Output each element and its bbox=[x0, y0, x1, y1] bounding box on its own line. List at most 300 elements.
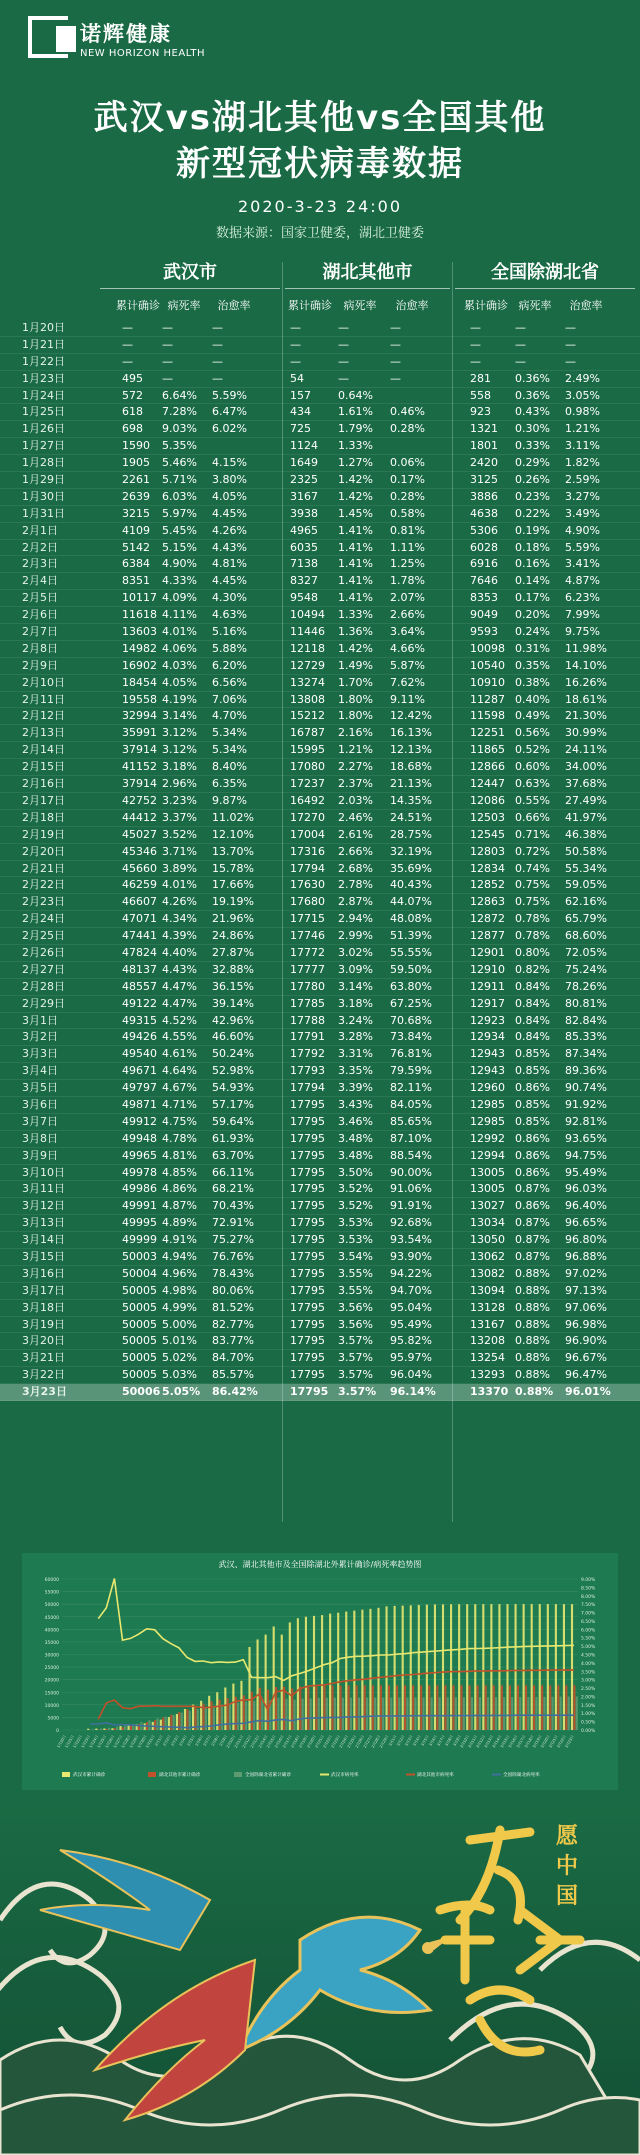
nation-cure-rate: 65.79% bbox=[565, 912, 607, 926]
wuhan-death-rate: 4.06% bbox=[162, 641, 197, 655]
y2-tick-label: 3.00% bbox=[581, 1678, 596, 1684]
wuhan-death-rate: 5.01% bbox=[162, 1334, 197, 1348]
nation-death-rate: 0.88% bbox=[515, 1266, 550, 1280]
nation-cure-rate: 94.75% bbox=[565, 1148, 607, 1162]
x-tick-label: 2月2日 bbox=[162, 1734, 172, 1747]
data-table bbox=[0, 320, 640, 1401]
y-tick-label: 60000 bbox=[44, 1578, 59, 1583]
x-tick-label: 2月17日 bbox=[282, 1734, 293, 1749]
bar-2 bbox=[503, 1697, 505, 1730]
wuhan-cases: 50004 bbox=[122, 1266, 157, 1280]
hubei-cases: 17785 bbox=[290, 996, 325, 1010]
table-row bbox=[0, 607, 640, 624]
table-row bbox=[0, 1283, 640, 1300]
nation-cases: 13050 bbox=[470, 1233, 505, 1247]
x-tick-label: 1月23日 bbox=[80, 1734, 92, 1749]
hubei-cure-rate: — bbox=[390, 354, 401, 368]
wuhan-cases: 50005 bbox=[122, 1283, 157, 1297]
wuhan-death-rate: 4.19% bbox=[162, 692, 197, 706]
bar-1 bbox=[404, 1685, 406, 1730]
hubei-cases: 17791 bbox=[290, 1030, 325, 1044]
bar-0 bbox=[208, 1696, 210, 1730]
x-tick-label: 2月10日 bbox=[225, 1734, 237, 1749]
bar-2 bbox=[285, 1699, 287, 1730]
nation-cases: 13128 bbox=[470, 1300, 505, 1314]
hubei-death-rate: 2.87% bbox=[338, 895, 373, 909]
hubei-cases: 17237 bbox=[290, 777, 325, 791]
table-row bbox=[0, 810, 640, 827]
hubei-death-rate: 1.41% bbox=[338, 523, 373, 537]
nation-cure-rate: 0.98% bbox=[565, 405, 600, 419]
wuhan-cure-rate: 13.70% bbox=[212, 844, 254, 858]
bar-2 bbox=[511, 1697, 513, 1730]
nation-death-rate: 0.88% bbox=[515, 1334, 550, 1348]
row-date: 1月23日 bbox=[22, 371, 65, 385]
hubei-cases: 17795 bbox=[290, 1148, 325, 1162]
bar-1 bbox=[251, 1692, 253, 1730]
hubei-death-rate: 0.64% bbox=[338, 388, 373, 402]
hubei-cases: 434 bbox=[290, 405, 311, 419]
wuhan-cases: 49871 bbox=[122, 1097, 157, 1111]
hubei-death-rate: 3.48% bbox=[338, 1131, 373, 1145]
x-tick-label: 3月12日 bbox=[475, 1734, 487, 1749]
nation-cases: 13034 bbox=[470, 1216, 505, 1230]
wuhan-cases: 49995 bbox=[122, 1216, 157, 1230]
hubei-death-rate: 1.42% bbox=[338, 489, 373, 503]
trend-chart-svg bbox=[22, 1553, 618, 1790]
hubei-cure-rate: 12.13% bbox=[390, 743, 432, 757]
bar-2 bbox=[100, 1729, 102, 1730]
hubei-death-rate: 1.33% bbox=[338, 439, 373, 453]
wuhan-cure-rate: 4.45% bbox=[212, 506, 247, 520]
nation-cure-rate: 96.47% bbox=[565, 1368, 607, 1382]
nation-cases: 12863 bbox=[470, 895, 505, 909]
nation-death-rate: 0.38% bbox=[515, 675, 550, 689]
wuhan-cases: 698 bbox=[122, 422, 143, 436]
table-row bbox=[0, 1367, 640, 1384]
row-date: 3月20日 bbox=[22, 1334, 65, 1348]
hubei-death-rate: — bbox=[338, 354, 349, 368]
nation-cases: 923 bbox=[470, 405, 491, 419]
nation-death-rate: 0.88% bbox=[515, 1317, 550, 1331]
nation-cases: 13062 bbox=[470, 1249, 505, 1263]
table-row bbox=[0, 1131, 640, 1148]
wave-phoenix-art bbox=[0, 1800, 640, 2155]
hubei-death-rate: 3.52% bbox=[338, 1199, 373, 1213]
x-tick-label: 1月31日 bbox=[145, 1734, 156, 1749]
row-date: 2月9日 bbox=[22, 658, 58, 672]
row-date: 2月10日 bbox=[22, 675, 65, 689]
nation-cure-rate: 3.27% bbox=[565, 489, 600, 503]
row-date: 3月15日 bbox=[22, 1249, 65, 1263]
y2-tick-label: 5.50% bbox=[581, 1636, 596, 1642]
hubei-cure-rate: — bbox=[390, 321, 401, 334]
x-tick-label: 2月16日 bbox=[274, 1734, 285, 1749]
wuhan-death-rate: 5.05% bbox=[162, 1385, 201, 1399]
wuhan-cases: 18454 bbox=[122, 675, 157, 689]
bar-2 bbox=[382, 1698, 384, 1730]
nation-death-rate: 0.84% bbox=[515, 979, 550, 993]
wuhan-cure-rate: 4.81% bbox=[212, 557, 247, 571]
nation-death-rate: 0.78% bbox=[515, 912, 550, 926]
nation-cases: — bbox=[470, 354, 481, 368]
table-row bbox=[0, 759, 640, 776]
table-row bbox=[0, 624, 640, 641]
legend-swatch bbox=[62, 1772, 70, 1777]
bar-2 bbox=[366, 1698, 368, 1730]
hubei-cases: 17795 bbox=[290, 1199, 325, 1213]
nation-death-rate: 0.72% bbox=[515, 844, 550, 858]
nation-death-rate: 0.85% bbox=[515, 1047, 550, 1061]
group-header-nation: 全国除湖北省 bbox=[491, 262, 599, 283]
nation-cure-rate: 1.21% bbox=[565, 422, 600, 436]
hubei-cure-rate: 84.05% bbox=[390, 1097, 432, 1111]
row-date: 3月6日 bbox=[22, 1097, 58, 1111]
wuhan-death-rate: 3.12% bbox=[162, 726, 197, 740]
wuhan-cure-rate: 76.76% bbox=[212, 1249, 254, 1263]
row-date: 1月31日 bbox=[22, 506, 65, 520]
wuhan-cure-rate: 12.10% bbox=[212, 827, 254, 841]
brand-name-en: NEW HORIZON HEALTH bbox=[80, 48, 206, 59]
hubei-cure-rate: 91.91% bbox=[390, 1199, 432, 1213]
hubei-death-rate: 2.66% bbox=[338, 844, 373, 858]
bar-1 bbox=[122, 1727, 124, 1730]
bar-0 bbox=[523, 1604, 525, 1730]
wuhan-death-rate: 4.98% bbox=[162, 1283, 197, 1297]
x-tick-label: 2月15日 bbox=[266, 1734, 277, 1749]
hubei-cure-rate: 12.42% bbox=[390, 709, 432, 723]
hubei-death-rate: 2.16% bbox=[338, 726, 373, 740]
group-underline bbox=[100, 288, 280, 289]
hubei-cure-rate: 5.87% bbox=[390, 658, 425, 672]
wuhan-cases: 2639 bbox=[122, 489, 150, 503]
bar-2 bbox=[221, 1705, 223, 1730]
wuhan-cure-rate: 24.86% bbox=[212, 929, 254, 943]
table-row bbox=[0, 658, 640, 675]
wuhan-death-rate: 4.87% bbox=[162, 1199, 197, 1213]
row-date: 2月11日 bbox=[22, 692, 65, 706]
hubei-cure-rate: 1.11% bbox=[390, 540, 425, 554]
bar-0 bbox=[257, 1639, 259, 1730]
wuhan-cases: 46607 bbox=[122, 895, 157, 909]
x-tick-label: 2月5日 bbox=[186, 1734, 196, 1747]
hubei-death-rate: 3.46% bbox=[338, 1114, 373, 1128]
legend-label: 全国除湖北病死率 bbox=[503, 1773, 540, 1778]
wuhan-cases: 495 bbox=[122, 371, 143, 385]
bar-1 bbox=[541, 1685, 543, 1730]
nation-death-rate: 0.82% bbox=[515, 962, 550, 976]
legend-swatch bbox=[148, 1772, 156, 1777]
wuhan-cure-rate: 39.14% bbox=[212, 996, 254, 1010]
bar-0 bbox=[418, 1605, 420, 1730]
row-date: 3月19日 bbox=[22, 1317, 65, 1331]
x-tick-label: 3月22日 bbox=[556, 1734, 567, 1749]
bar-1 bbox=[565, 1685, 567, 1730]
nation-cases: 12086 bbox=[470, 793, 505, 807]
hubei-death-rate: 1.41% bbox=[338, 591, 373, 605]
y2-tick-label: 5.00% bbox=[581, 1645, 596, 1651]
hubei-death-rate: 1.42% bbox=[338, 473, 373, 487]
nation-death-rate: 0.49% bbox=[515, 709, 550, 723]
nation-cases: 12985 bbox=[470, 1114, 505, 1128]
bar-0 bbox=[337, 1613, 339, 1730]
y2-tick-label: 1.00% bbox=[581, 1712, 596, 1718]
x-tick-label: 2月21日 bbox=[314, 1734, 325, 1749]
bar-1 bbox=[460, 1685, 462, 1730]
hubei-cure-rate: 0.06% bbox=[390, 456, 425, 470]
table-row bbox=[0, 894, 640, 911]
x-tick-label: 3月3日 bbox=[404, 1734, 414, 1747]
wuhan-cure-rate: 5.59% bbox=[212, 388, 247, 402]
bar-0 bbox=[248, 1647, 250, 1730]
nation-death-rate: 0.80% bbox=[515, 945, 550, 959]
row-date: 3月4日 bbox=[22, 1064, 58, 1078]
wuhan-cure-rate: 7.06% bbox=[212, 692, 247, 706]
bar-0 bbox=[87, 1729, 89, 1730]
row-date: 3月10日 bbox=[22, 1165, 65, 1179]
bar-1 bbox=[444, 1685, 446, 1730]
hubei-death-rate: 3.56% bbox=[338, 1317, 373, 1331]
nation-cases: 12447 bbox=[470, 777, 505, 791]
bar-2 bbox=[390, 1697, 392, 1730]
nation-death-rate: 0.14% bbox=[515, 574, 550, 588]
hubei-death-rate: 3.57% bbox=[338, 1351, 373, 1365]
x-tick-label: 1月29日 bbox=[128, 1734, 140, 1749]
nation-cases: 7646 bbox=[470, 574, 498, 588]
wuhan-death-rate: 5.45% bbox=[162, 523, 197, 537]
wuhan-death-rate: 3.37% bbox=[162, 810, 197, 824]
wuhan-death-rate: — bbox=[162, 371, 173, 385]
wuhan-cure-rate: 5.34% bbox=[212, 743, 247, 757]
x-tick-label: 3月14日 bbox=[491, 1734, 503, 1749]
table-row bbox=[0, 1165, 640, 1182]
hubei-cure-rate: 85.65% bbox=[390, 1114, 432, 1128]
wuhan-death-rate: 3.12% bbox=[162, 743, 197, 757]
hubei-cure-rate: 35.69% bbox=[390, 861, 432, 875]
wuhan-cure-rate: 4.43% bbox=[212, 540, 247, 554]
wuhan-cases: 50005 bbox=[122, 1334, 157, 1348]
nation-cure-rate: 2.59% bbox=[565, 473, 600, 487]
bar-2 bbox=[358, 1698, 360, 1730]
wuhan-cure-rate: — bbox=[212, 337, 223, 351]
wuhan-cure-rate: 72.91% bbox=[212, 1216, 254, 1230]
legend-label: 湖北其他市病死率 bbox=[417, 1773, 454, 1778]
wuhan-cure-rate: 6.20% bbox=[212, 658, 247, 672]
table-row bbox=[0, 1013, 640, 1030]
wuhan-death-rate: 3.23% bbox=[162, 793, 197, 807]
nation-cases: 12943 bbox=[470, 1064, 505, 1078]
table-row bbox=[0, 421, 640, 438]
hubei-death-rate: 2.94% bbox=[338, 912, 373, 926]
table-row bbox=[0, 928, 640, 945]
wuhan-cases: 14982 bbox=[122, 641, 157, 655]
nation-cases: 11287 bbox=[470, 692, 505, 706]
table-row bbox=[0, 641, 640, 658]
table-row bbox=[0, 388, 640, 405]
nation-cure-rate: 18.61% bbox=[565, 692, 607, 706]
hubei-cure-rate: 76.81% bbox=[390, 1047, 432, 1061]
nation-cure-rate: 96.98% bbox=[565, 1317, 607, 1331]
x-tick-label: 2月9日 bbox=[218, 1734, 229, 1747]
bar-0 bbox=[506, 1604, 508, 1730]
nation-cure-rate: 11.98% bbox=[565, 641, 607, 655]
nation-cases: 6028 bbox=[470, 540, 498, 554]
nation-death-rate: 0.24% bbox=[515, 625, 550, 639]
wuhan-cases: 50003 bbox=[122, 1249, 157, 1263]
nation-death-rate: 0.31% bbox=[515, 641, 550, 655]
nation-death-rate: 0.40% bbox=[515, 692, 550, 706]
hubei-cure-rate: 87.10% bbox=[390, 1131, 432, 1145]
wuhan-cure-rate: 4.15% bbox=[212, 456, 247, 470]
nation-cure-rate: 97.13% bbox=[565, 1283, 607, 1297]
nation-cases: 12910 bbox=[470, 962, 505, 976]
nation-cure-rate: 89.36% bbox=[565, 1064, 607, 1078]
hubei-cure-rate: 51.39% bbox=[390, 929, 432, 943]
nation-cases: 3125 bbox=[470, 473, 498, 487]
hubei-death-rate: 3.39% bbox=[338, 1081, 373, 1095]
nation-cure-rate: 96.88% bbox=[565, 1249, 607, 1263]
hubei-cases: 17795 bbox=[290, 1385, 329, 1399]
wuhan-death-rate: 5.00% bbox=[162, 1317, 197, 1331]
table-row bbox=[0, 320, 640, 337]
nation-cure-rate: 75.24% bbox=[565, 962, 607, 976]
nation-death-rate: 0.16% bbox=[515, 557, 550, 571]
x-tick-label: 3月17日 bbox=[515, 1734, 527, 1749]
wuhan-cure-rate: 36.15% bbox=[212, 979, 254, 993]
row-date: 2月29日 bbox=[22, 996, 65, 1010]
wuhan-death-rate: 4.40% bbox=[162, 945, 197, 959]
y-tick-label: 5000 bbox=[47, 1716, 59, 1722]
nation-cure-rate: 34.00% bbox=[565, 760, 607, 774]
nation-cure-rate: 4.87% bbox=[565, 574, 600, 588]
x-tick-label: 3月18日 bbox=[524, 1734, 535, 1749]
wuhan-cure-rate: 52.98% bbox=[212, 1064, 254, 1078]
bar-2 bbox=[277, 1698, 279, 1730]
wuhan-death-rate: 4.26% bbox=[162, 895, 197, 909]
nation-cure-rate: 85.33% bbox=[565, 1030, 607, 1044]
group-underline bbox=[455, 288, 635, 289]
nation-death-rate: 0.85% bbox=[515, 1097, 550, 1111]
y2-tick-label: 0.00% bbox=[581, 1729, 596, 1734]
nation-cases: 11598 bbox=[470, 709, 505, 723]
wuhan-cases: 47071 bbox=[122, 912, 157, 926]
bar-2 bbox=[253, 1701, 255, 1730]
bar-1 bbox=[162, 1718, 164, 1730]
bar-0 bbox=[168, 1717, 170, 1730]
bar-1 bbox=[331, 1686, 333, 1730]
row-date: 2月19日 bbox=[22, 827, 65, 841]
table-row bbox=[0, 1063, 640, 1080]
hubei-cure-rate: 63.80% bbox=[390, 979, 432, 993]
hubei-cases: 17794 bbox=[290, 1081, 325, 1095]
nation-death-rate: 0.87% bbox=[515, 1216, 550, 1230]
y2-tick-label: 9.00% bbox=[581, 1578, 596, 1583]
wuhan-cases: 49122 bbox=[122, 996, 157, 1010]
group-header-wuhan: 武汉市 bbox=[163, 262, 217, 283]
hubei-cure-rate: 0.46% bbox=[390, 405, 425, 419]
wuhan-cure-rate: 61.93% bbox=[212, 1131, 254, 1145]
wuhan-cases: 50005 bbox=[122, 1317, 157, 1331]
group-header-hubei: 湖北其他市 bbox=[322, 262, 413, 283]
y2-tick-label: 7.50% bbox=[581, 1603, 596, 1609]
bar-0 bbox=[434, 1604, 436, 1730]
hubei-death-rate: 3.09% bbox=[338, 962, 373, 976]
bar-0 bbox=[95, 1729, 97, 1730]
x-tick-label: 2月25日 bbox=[346, 1734, 358, 1749]
nation-death-rate: 0.43% bbox=[515, 405, 550, 419]
data-source: 数据来源：国家卫健委，湖北卫健委 bbox=[215, 226, 424, 241]
bar-0 bbox=[321, 1615, 323, 1730]
wuhan-cases: 50005 bbox=[122, 1300, 157, 1314]
hubei-cure-rate: 95.04% bbox=[390, 1300, 432, 1314]
bar-1 bbox=[573, 1685, 575, 1730]
bar-0 bbox=[571, 1604, 573, 1730]
bar-1 bbox=[501, 1685, 503, 1730]
nation-cure-rate: 21.30% bbox=[565, 709, 607, 723]
hubei-cure-rate: 94.70% bbox=[390, 1283, 432, 1297]
table-row bbox=[0, 776, 640, 793]
nation-death-rate: 0.22% bbox=[515, 506, 550, 520]
hubei-cases: 17795 bbox=[290, 1368, 325, 1382]
nation-death-rate: 0.87% bbox=[515, 1233, 550, 1247]
wuhan-cases: 5142 bbox=[122, 540, 150, 554]
hubei-cure-rate: 92.68% bbox=[390, 1216, 432, 1230]
hubei-cases: 17780 bbox=[290, 979, 325, 993]
bar-1 bbox=[557, 1685, 559, 1730]
x-tick-label: 2月1日 bbox=[154, 1734, 164, 1747]
y2-tick-label: 2.00% bbox=[581, 1695, 596, 1701]
wuhan-cure-rate: 68.21% bbox=[212, 1182, 254, 1196]
hubei-cure-rate: 7.62% bbox=[390, 675, 425, 689]
table-row bbox=[0, 861, 640, 878]
nation-cases: 12923 bbox=[470, 1013, 505, 1027]
bar-0 bbox=[111, 1728, 113, 1730]
bar-0 bbox=[192, 1705, 194, 1730]
table-row bbox=[0, 1350, 640, 1367]
hubei-death-rate: 2.03% bbox=[338, 793, 373, 807]
bar-2 bbox=[560, 1697, 562, 1730]
hubei-death-rate: 3.56% bbox=[338, 1300, 373, 1314]
nation-cases: 13167 bbox=[470, 1317, 505, 1331]
bar-0 bbox=[539, 1604, 541, 1730]
hubei-cure-rate: 82.11% bbox=[390, 1081, 432, 1095]
wuhan-cure-rate: 78.43% bbox=[212, 1266, 254, 1280]
wuhan-cases: 4109 bbox=[122, 523, 150, 537]
nation-death-rate: 0.84% bbox=[515, 1030, 550, 1044]
wuhan-cases: 49991 bbox=[122, 1199, 157, 1213]
row-date: 2月5日 bbox=[22, 591, 58, 605]
nation-cases: 13094 bbox=[470, 1283, 505, 1297]
bar-0 bbox=[466, 1604, 468, 1730]
bar-1 bbox=[348, 1685, 350, 1730]
hubei-cure-rate: 1.78% bbox=[390, 574, 425, 588]
wuhan-death-rate: 5.97% bbox=[162, 506, 197, 520]
bar-1 bbox=[468, 1685, 470, 1730]
bar-1 bbox=[452, 1685, 454, 1730]
bar-1 bbox=[388, 1685, 390, 1730]
bar-0 bbox=[345, 1612, 347, 1730]
hubei-death-rate: 1.41% bbox=[338, 557, 373, 571]
hubei-cases: 6035 bbox=[290, 540, 318, 554]
table-row bbox=[0, 1097, 640, 1114]
row-date: 1月22日 bbox=[22, 354, 65, 368]
hubei-death-rate: 1.42% bbox=[338, 641, 373, 655]
nation-death-rate: 0.26% bbox=[515, 473, 550, 487]
wuhan-cases: 1590 bbox=[122, 439, 150, 453]
bar-0 bbox=[547, 1604, 549, 1730]
row-date: 2月4日 bbox=[22, 574, 58, 588]
nation-death-rate: 0.75% bbox=[515, 895, 550, 909]
